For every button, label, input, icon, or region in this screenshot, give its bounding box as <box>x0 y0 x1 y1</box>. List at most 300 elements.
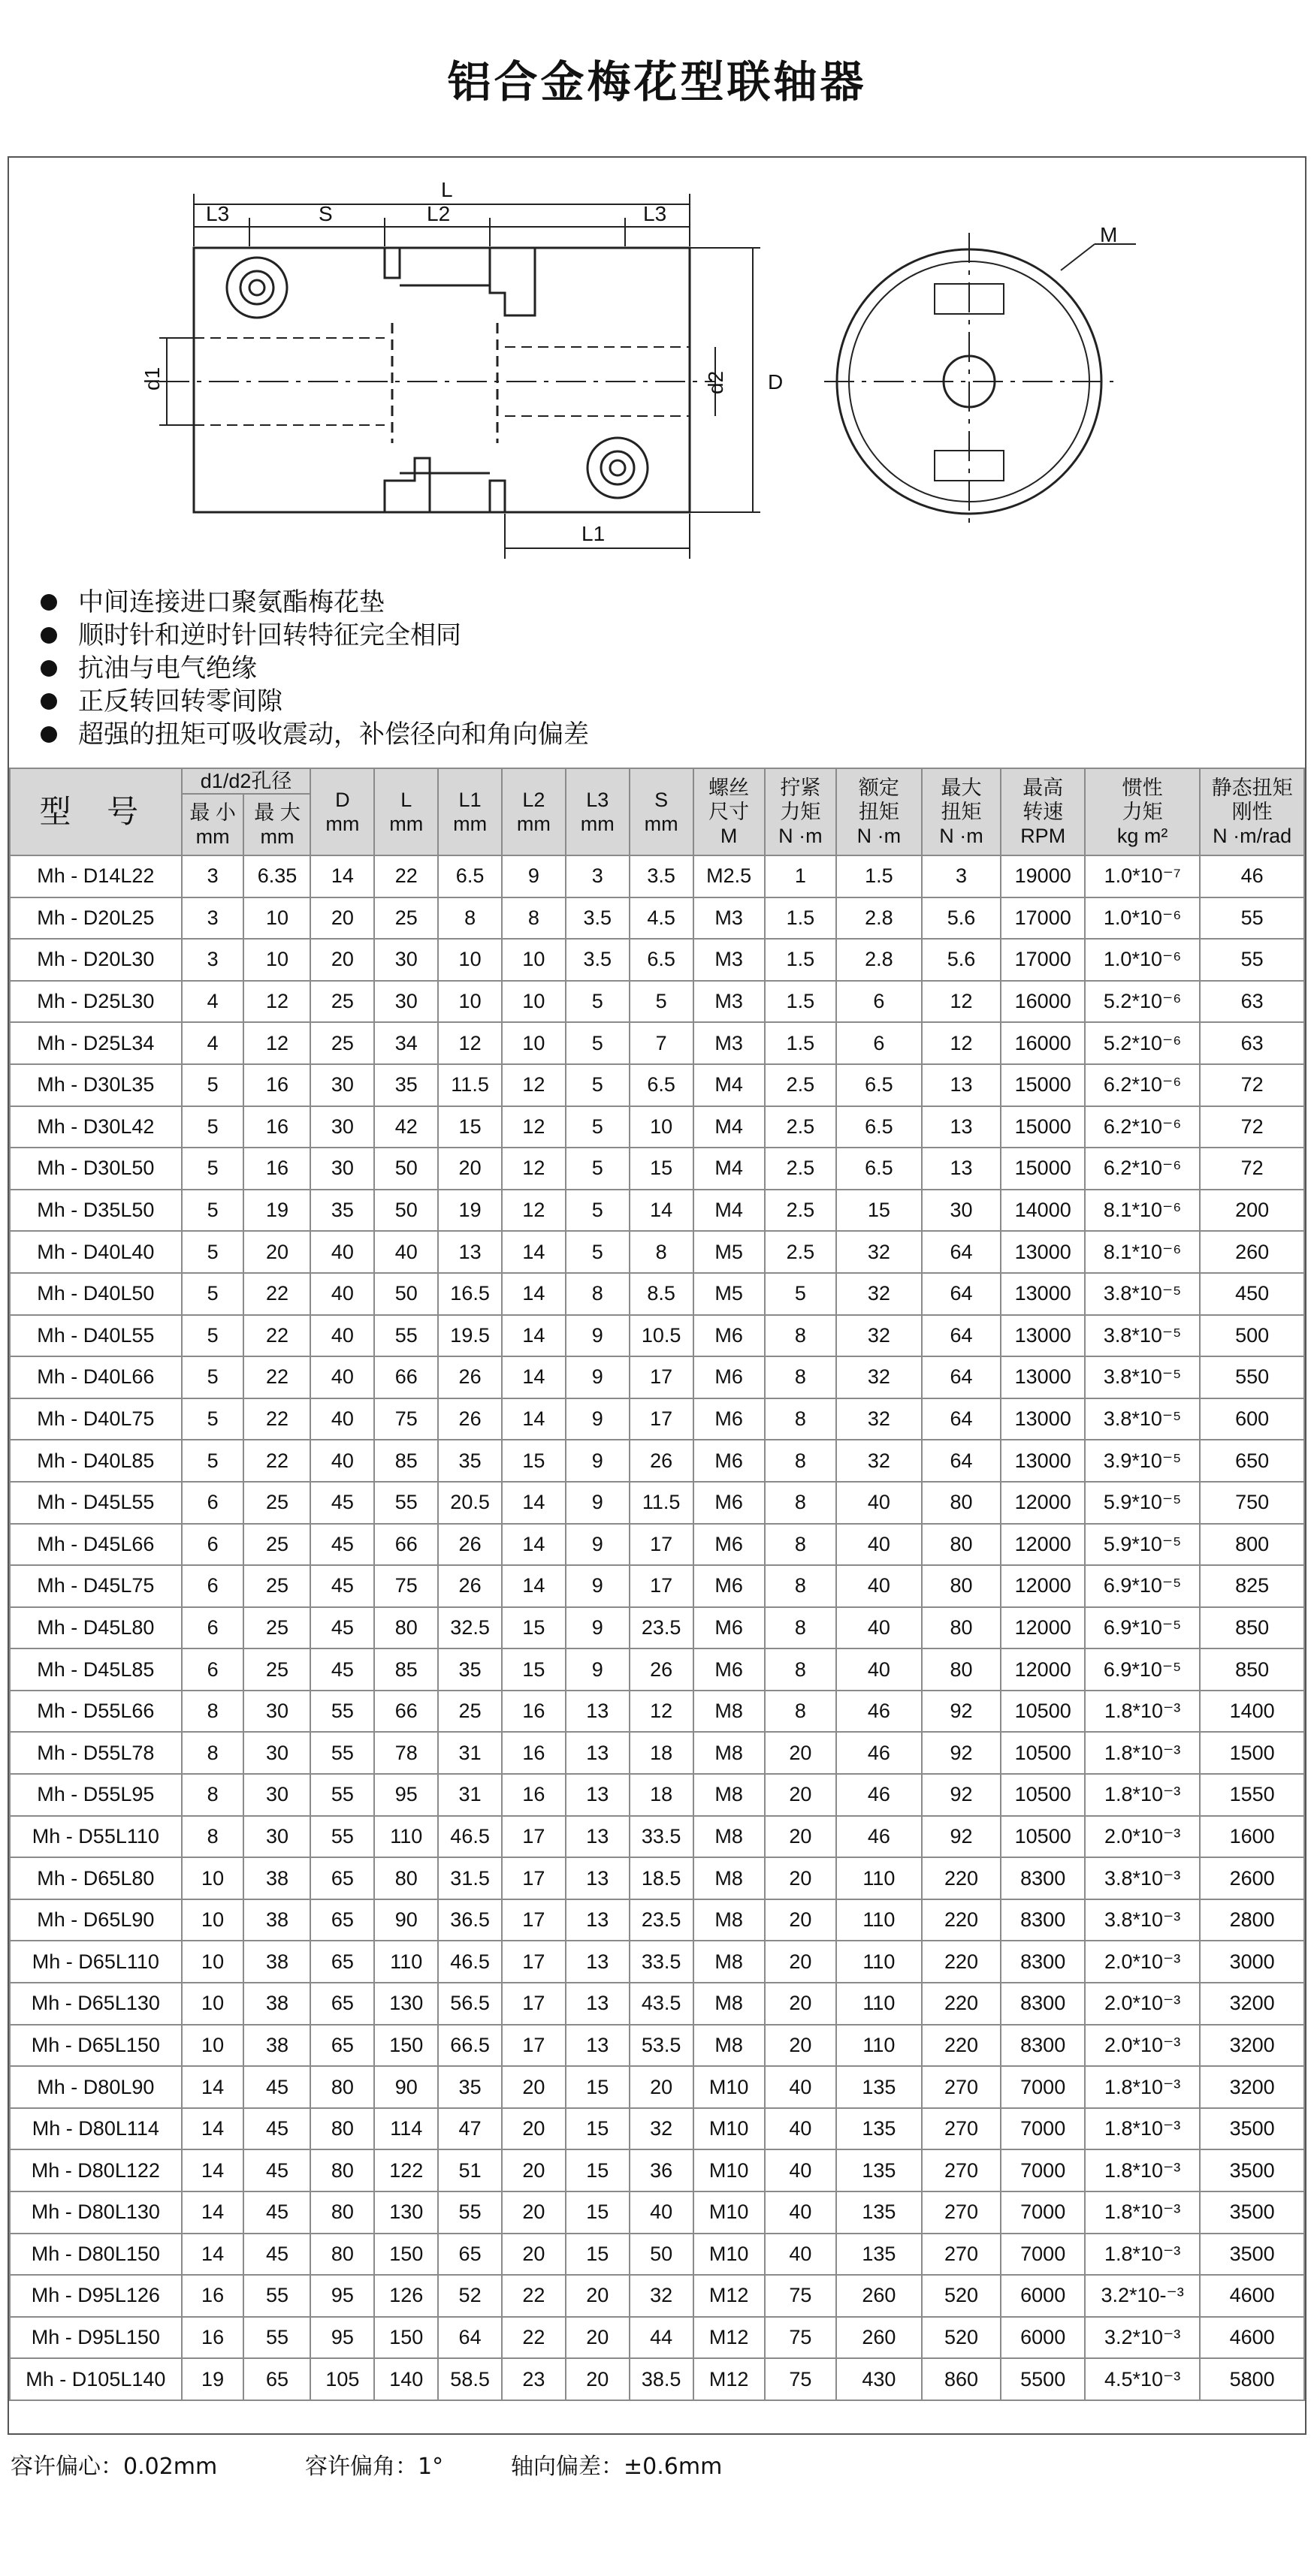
cell-bore-min: 16 <box>182 2317 244 2359</box>
cell-rated-torque: 15 <box>836 1190 922 1232</box>
cell-S: 17 <box>630 1524 693 1566</box>
cell-max-torque: 64 <box>922 1356 1001 1398</box>
cell-L1: 8 <box>438 897 502 940</box>
cell-rated-torque: 110 <box>836 1899 922 1941</box>
cell-bore-max: 45 <box>243 2191 310 2234</box>
cell-L3: 5 <box>566 1190 630 1232</box>
cell-L2: 14 <box>502 1315 566 1357</box>
cell-L: 140 <box>374 2358 438 2400</box>
cell-max-torque: 270 <box>922 2066 1001 2108</box>
cell-max-speed: 7000 <box>1001 2108 1085 2150</box>
cell-inertia: 3.2*10-⁻³ <box>1085 2275 1200 2317</box>
cell-model: Mh - D40L75 <box>10 1398 182 1440</box>
cell-tight-torque: 20 <box>765 1983 836 2025</box>
cell-stiffness: 825 <box>1200 1565 1304 1607</box>
cell-S: 38.5 <box>630 2358 693 2400</box>
cell-L1: 32.5 <box>438 1607 502 1649</box>
cell-screw: M8 <box>693 1941 765 1983</box>
cell-L3: 9 <box>566 1482 630 1524</box>
cell-L3: 20 <box>566 2358 630 2400</box>
cell-rated-torque: 110 <box>836 2025 922 2067</box>
cell-L: 75 <box>374 1565 438 1607</box>
cell-L2: 10 <box>502 981 566 1023</box>
cell-inertia: 6.2*10⁻⁶ <box>1085 1148 1200 1190</box>
cell-max-speed: 13000 <box>1001 1273 1085 1315</box>
header-tight: 拧紧 力矩 N ·m <box>765 768 836 855</box>
cell-D: 80 <box>310 2191 374 2234</box>
cell-stiffness: 600 <box>1200 1398 1304 1440</box>
cell-rated-torque: 46 <box>836 1732 922 1774</box>
cell-tight-torque: 8 <box>765 1607 836 1649</box>
cell-max-speed: 5500 <box>1001 2358 1085 2400</box>
cell-tight-torque: 8 <box>765 1482 836 1524</box>
cell-inertia: 1.0*10⁻⁶ <box>1085 939 1200 981</box>
cell-inertia: 6.2*10⁻⁶ <box>1085 1064 1200 1106</box>
cell-L3: 15 <box>566 2234 630 2276</box>
cell-model: Mh - D55L66 <box>10 1691 182 1733</box>
cell-tight-torque: 1.5 <box>765 1022 836 1064</box>
cell-bore-min: 14 <box>182 2108 244 2150</box>
cell-S: 11.5 <box>630 1482 693 1524</box>
cell-S: 17 <box>630 1356 693 1398</box>
cell-D: 65 <box>310 1983 374 2025</box>
cell-screw: M12 <box>693 2275 765 2317</box>
cell-tight-torque: 8 <box>765 1315 836 1357</box>
cell-rated-torque: 46 <box>836 1691 922 1733</box>
cell-L2: 22 <box>502 2317 566 2359</box>
cell-L1: 26 <box>438 1398 502 1440</box>
cell-bore-min: 4 <box>182 1022 244 1064</box>
cell-L3: 15 <box>566 2066 630 2108</box>
cell-bore-max: 25 <box>243 1565 310 1607</box>
cell-bore-max: 16 <box>243 1148 310 1190</box>
cell-L: 22 <box>374 855 438 897</box>
cell-max-speed: 16000 <box>1001 981 1085 1023</box>
cell-bore-min: 5 <box>182 1356 244 1398</box>
header-L3: L3 mm <box>566 768 630 855</box>
cell-max-speed: 12000 <box>1001 1524 1085 1566</box>
cell-L1: 15 <box>438 1106 502 1148</box>
dim-S-label: S <box>319 202 333 225</box>
cell-L1: 35 <box>438 2066 502 2108</box>
cell-L: 150 <box>374 2317 438 2359</box>
cell-bore-min: 6 <box>182 1648 244 1691</box>
cell-screw: M6 <box>693 1482 765 1524</box>
cell-D: 45 <box>310 1648 374 1691</box>
cell-max-speed: 7000 <box>1001 2066 1085 2108</box>
cell-L2: 8 <box>502 897 566 940</box>
cell-bore-max: 10 <box>243 897 310 940</box>
cell-D: 30 <box>310 1106 374 1148</box>
cell-inertia: 1.0*10⁻⁷ <box>1085 855 1200 897</box>
angular-tolerance: 容许偏角：1° <box>305 2454 444 2480</box>
cell-max-torque: 80 <box>922 1524 1001 1566</box>
cell-L3: 3.5 <box>566 939 630 981</box>
cell-S: 40 <box>630 2191 693 2234</box>
cell-stiffness: 72 <box>1200 1106 1304 1148</box>
header-L1: L1 mm <box>438 768 502 855</box>
cell-L3: 13 <box>566 1732 630 1774</box>
header-bore-min: 最 小 mm <box>182 794 244 855</box>
cell-rated-torque: 32 <box>836 1273 922 1315</box>
cell-stiffness: 750 <box>1200 1482 1304 1524</box>
cell-stiffness: 850 <box>1200 1607 1304 1649</box>
cell-bore-max: 45 <box>243 2066 310 2108</box>
cell-max-torque: 30 <box>922 1190 1001 1232</box>
cell-L: 66 <box>374 1356 438 1398</box>
cell-tight-torque: 8 <box>765 1648 836 1691</box>
cell-L: 85 <box>374 1440 438 1482</box>
cell-stiffness: 3500 <box>1200 2234 1304 2276</box>
feature-item: 抗油与电气绝缘 <box>41 652 1243 685</box>
dim-M-label: M <box>1100 223 1118 246</box>
cell-L2: 17 <box>502 1941 566 1983</box>
cell-D: 40 <box>310 1356 374 1398</box>
cell-S: 18 <box>630 1774 693 1816</box>
cell-L: 42 <box>374 1106 438 1148</box>
cell-L2: 12 <box>502 1148 566 1190</box>
cell-L1: 55 <box>438 2191 502 2234</box>
cell-model: Mh - D25L34 <box>10 1022 182 1064</box>
cell-bore-min: 5 <box>182 1190 244 1232</box>
cell-L3: 9 <box>566 1607 630 1649</box>
cell-max-torque: 520 <box>922 2275 1001 2317</box>
cell-L2: 15 <box>502 1648 566 1691</box>
cell-L1: 65 <box>438 2234 502 2276</box>
screw-left <box>227 258 287 318</box>
cell-L2: 17 <box>502 1816 566 1858</box>
cell-screw: M6 <box>693 1565 765 1607</box>
cell-L2: 20 <box>502 2108 566 2150</box>
cell-screw: M10 <box>693 2191 765 2234</box>
cell-max-torque: 220 <box>922 2025 1001 2067</box>
dim-L2-label: L2 <box>427 202 451 225</box>
cell-max-torque: 270 <box>922 2108 1001 2150</box>
cell-S: 20 <box>630 2066 693 2108</box>
cell-L2: 15 <box>502 1607 566 1649</box>
cell-max-torque: 12 <box>922 1022 1001 1064</box>
cell-rated-torque: 32 <box>836 1356 922 1398</box>
screw-right <box>588 438 648 498</box>
cell-screw: M10 <box>693 2066 765 2108</box>
cell-screw: M3 <box>693 1022 765 1064</box>
cell-model: Mh - D65L80 <box>10 1857 182 1899</box>
cell-bore-max: 22 <box>243 1398 310 1440</box>
dim-L-label: L <box>441 178 453 201</box>
cell-bore-max: 38 <box>243 1857 310 1899</box>
cell-tight-torque: 2.5 <box>765 1064 836 1106</box>
cell-inertia: 3.8*10⁻⁵ <box>1085 1356 1200 1398</box>
cell-stiffness: 200 <box>1200 1190 1304 1232</box>
cell-max-speed: 14000 <box>1001 1190 1085 1232</box>
cell-L2: 17 <box>502 1983 566 2025</box>
cell-stiffness: 450 <box>1200 1273 1304 1315</box>
cell-inertia: 5.2*10⁻⁶ <box>1085 981 1200 1023</box>
cell-stiffness: 2800 <box>1200 1899 1304 1941</box>
cell-model: Mh - D80L150 <box>10 2234 182 2276</box>
cell-max-torque: 270 <box>922 2234 1001 2276</box>
cell-bore-min: 5 <box>182 1440 244 1482</box>
cell-max-torque: 5.6 <box>922 939 1001 981</box>
cell-inertia: 5.9*10⁻⁵ <box>1085 1482 1200 1524</box>
cell-S: 26 <box>630 1648 693 1691</box>
cell-model: Mh - D45L66 <box>10 1524 182 1566</box>
cell-tight-torque: 40 <box>765 2234 836 2276</box>
cell-stiffness: 3500 <box>1200 2149 1304 2191</box>
cell-stiffness: 55 <box>1200 939 1304 981</box>
cell-L3: 8 <box>566 1273 630 1315</box>
cell-L3: 13 <box>566 1774 630 1816</box>
table-row <box>10 2149 1304 2191</box>
cell-bore-min: 8 <box>182 1691 244 1733</box>
cell-model: Mh - D55L110 <box>10 1816 182 1858</box>
cell-bore-max: 10 <box>243 939 310 981</box>
cell-tight-torque: 20 <box>765 2025 836 2067</box>
cell-screw: M4 <box>693 1064 765 1106</box>
cell-bore-max: 30 <box>243 1774 310 1816</box>
cell-L: 95 <box>374 1774 438 1816</box>
cell-D: 14 <box>310 855 374 897</box>
table-row <box>10 2234 1304 2276</box>
cell-max-speed: 12000 <box>1001 1607 1085 1649</box>
cell-inertia: 5.2*10⁻⁶ <box>1085 1022 1200 1064</box>
table-row <box>10 1440 1304 1482</box>
cell-max-torque: 80 <box>922 1565 1001 1607</box>
cell-stiffness: 5800 <box>1200 2358 1304 2400</box>
feature-item: 正反转回转零间隙 <box>41 685 1243 718</box>
cell-max-torque: 64 <box>922 1231 1001 1273</box>
cell-bore-max: 25 <box>243 1524 310 1566</box>
cell-S: 10 <box>630 1106 693 1148</box>
cell-max-speed: 6000 <box>1001 2317 1085 2359</box>
cell-L3: 3.5 <box>566 897 630 940</box>
cell-screw: M3 <box>693 939 765 981</box>
cell-rated-torque: 135 <box>836 2234 922 2276</box>
cell-L: 50 <box>374 1190 438 1232</box>
table-row <box>10 855 1304 897</box>
table-row <box>10 1064 1304 1106</box>
cell-D: 65 <box>310 1899 374 1941</box>
cell-L: 85 <box>374 1648 438 1691</box>
cell-model: Mh - D14L22 <box>10 855 182 897</box>
cell-D: 20 <box>310 897 374 940</box>
bullet-icon <box>41 660 57 677</box>
cell-inertia: 2.0*10⁻³ <box>1085 1983 1200 2025</box>
cell-L3: 20 <box>566 2275 630 2317</box>
cell-L1: 66.5 <box>438 2025 502 2067</box>
cell-tight-torque: 20 <box>765 1899 836 1941</box>
cell-max-speed: 17000 <box>1001 939 1085 981</box>
cell-L: 130 <box>374 1983 438 2025</box>
cell-bore-max: 45 <box>243 2149 310 2191</box>
cell-tight-torque: 20 <box>765 1774 836 1816</box>
cell-stiffness: 260 <box>1200 1231 1304 1273</box>
cell-L2: 17 <box>502 2025 566 2067</box>
cell-model: Mh - D40L85 <box>10 1440 182 1482</box>
cell-D: 45 <box>310 1565 374 1607</box>
cell-tight-torque: 1.5 <box>765 897 836 940</box>
header-rated: 额定 扭矩 N ·m <box>836 768 922 855</box>
cell-L1: 10 <box>438 981 502 1023</box>
cell-inertia: 1.8*10⁻³ <box>1085 2234 1200 2276</box>
cell-tight-torque: 2.5 <box>765 1190 836 1232</box>
table-row <box>10 1648 1304 1691</box>
cell-S: 32 <box>630 2275 693 2317</box>
technical-drawing <box>9 158 1305 586</box>
cell-D: 65 <box>310 2025 374 2067</box>
cell-tight-torque: 1.5 <box>765 939 836 981</box>
cell-tight-torque: 75 <box>765 2317 836 2359</box>
cell-L1: 11.5 <box>438 1064 502 1106</box>
cell-bore-max: 38 <box>243 2025 310 2067</box>
cell-model: Mh - D80L114 <box>10 2108 182 2150</box>
cell-bore-max: 65 <box>243 2358 310 2400</box>
table-row <box>10 1398 1304 1440</box>
cell-screw: M8 <box>693 2025 765 2067</box>
cell-D: 65 <box>310 1857 374 1899</box>
table-row <box>10 1691 1304 1733</box>
cell-D: 105 <box>310 2358 374 2400</box>
cell-inertia: 1.8*10⁻³ <box>1085 1774 1200 1816</box>
cell-rated-torque: 40 <box>836 1524 922 1566</box>
cell-screw: M6 <box>693 1398 765 1440</box>
cell-max-speed: 8300 <box>1001 2025 1085 2067</box>
cell-bore-min: 5 <box>182 1148 244 1190</box>
cell-max-speed: 19000 <box>1001 855 1085 897</box>
spec-table <box>9 768 1305 2401</box>
cell-L1: 26 <box>438 1356 502 1398</box>
cell-bore-max: 19 <box>243 1190 310 1232</box>
table-row <box>10 897 1304 940</box>
cell-model: Mh - D20L25 <box>10 897 182 940</box>
cell-stiffness: 1500 <box>1200 1732 1304 1774</box>
cell-model: Mh - D30L42 <box>10 1106 182 1148</box>
cell-screw: M8 <box>693 1732 765 1774</box>
cell-max-speed: 10500 <box>1001 1691 1085 1733</box>
cell-S: 26 <box>630 1440 693 1482</box>
cell-L2: 14 <box>502 1231 566 1273</box>
cell-L: 78 <box>374 1732 438 1774</box>
cell-L2: 14 <box>502 1273 566 1315</box>
cell-L3: 15 <box>566 2149 630 2191</box>
cell-L3: 9 <box>566 1440 630 1482</box>
cell-inertia: 1.8*10⁻³ <box>1085 1691 1200 1733</box>
cell-L3: 5 <box>566 1148 630 1190</box>
cell-inertia: 3.8*10⁻⁵ <box>1085 1315 1200 1357</box>
cell-S: 3.5 <box>630 855 693 897</box>
cell-bore-min: 3 <box>182 855 244 897</box>
cell-tight-torque: 8 <box>765 1691 836 1733</box>
cell-model: Mh - D55L78 <box>10 1732 182 1774</box>
cell-bore-max: 55 <box>243 2317 310 2359</box>
cell-max-speed: 8300 <box>1001 1941 1085 1983</box>
cell-rated-torque: 135 <box>836 2149 922 2191</box>
bullet-icon <box>41 693 57 710</box>
cell-L: 25 <box>374 897 438 940</box>
cell-L1: 20 <box>438 1148 502 1190</box>
cell-S: 17 <box>630 1565 693 1607</box>
cell-L3: 9 <box>566 1524 630 1566</box>
cell-bore-min: 14 <box>182 2066 244 2108</box>
cell-L3: 13 <box>566 1983 630 2025</box>
cell-rated-torque: 32 <box>836 1398 922 1440</box>
cell-bore-min: 10 <box>182 1941 244 1983</box>
cell-rated-torque: 135 <box>836 2066 922 2108</box>
cell-model: Mh - D30L50 <box>10 1148 182 1190</box>
header-bore: d1/d2孔径 <box>182 768 311 794</box>
cell-L: 126 <box>374 2275 438 2317</box>
cell-L2: 17 <box>502 1899 566 1941</box>
cell-screw: M8 <box>693 1691 765 1733</box>
cell-tight-torque: 40 <box>765 2149 836 2191</box>
cell-screw: M12 <box>693 2317 765 2359</box>
cell-S: 17 <box>630 1398 693 1440</box>
cell-bore-max: 25 <box>243 1607 310 1649</box>
cell-D: 45 <box>310 1524 374 1566</box>
cell-S: 5 <box>630 981 693 1023</box>
cell-L3: 15 <box>566 2108 630 2150</box>
cell-L: 55 <box>374 1482 438 1524</box>
cell-max-speed: 15000 <box>1001 1148 1085 1190</box>
feature-list <box>41 586 1243 751</box>
cell-L2: 10 <box>502 939 566 981</box>
cell-bore-max: 6.35 <box>243 855 310 897</box>
cell-L3: 9 <box>566 1565 630 1607</box>
cell-S: 4.5 <box>630 897 693 940</box>
table-row <box>10 1857 1304 1899</box>
cell-S: 32 <box>630 2108 693 2150</box>
cell-bore-max: 45 <box>243 2234 310 2276</box>
cell-L2: 20 <box>502 2234 566 2276</box>
cell-inertia: 1.8*10⁻³ <box>1085 2191 1200 2234</box>
cell-L3: 9 <box>566 1356 630 1398</box>
cell-L1: 26 <box>438 1524 502 1566</box>
cell-D: 20 <box>310 939 374 981</box>
cell-bore-max: 38 <box>243 1941 310 1983</box>
cell-L3: 13 <box>566 1857 630 1899</box>
cell-screw: M4 <box>693 1148 765 1190</box>
cell-max-torque: 270 <box>922 2191 1001 2234</box>
cell-D: 45 <box>310 1482 374 1524</box>
cell-tight-torque: 1.5 <box>765 981 836 1023</box>
cell-screw: M3 <box>693 897 765 940</box>
cell-L3: 3 <box>566 855 630 897</box>
cell-L2: 10 <box>502 1022 566 1064</box>
cell-bore-max: 16 <box>243 1064 310 1106</box>
cell-bore-min: 5 <box>182 1064 244 1106</box>
cell-L1: 31.5 <box>438 1857 502 1899</box>
cell-max-torque: 92 <box>922 1691 1001 1733</box>
cell-rated-torque: 110 <box>836 1983 922 2025</box>
cell-max-torque: 13 <box>922 1148 1001 1190</box>
cell-D: 40 <box>310 1231 374 1273</box>
cell-inertia: 2.0*10⁻³ <box>1085 2025 1200 2067</box>
cell-bore-min: 6 <box>182 1565 244 1607</box>
cell-bore-min: 4 <box>182 981 244 1023</box>
cell-max-speed: 13000 <box>1001 1356 1085 1398</box>
cell-L2: 9 <box>502 855 566 897</box>
cell-model: Mh - D105L140 <box>10 2358 182 2400</box>
header-model: 型 号 <box>10 768 182 855</box>
cell-tight-torque: 1 <box>765 855 836 897</box>
cell-L: 130 <box>374 2191 438 2234</box>
cell-bore-max: 30 <box>243 1816 310 1858</box>
dim-D-label: D <box>768 370 784 394</box>
cell-L: 122 <box>374 2149 438 2191</box>
cell-L2: 14 <box>502 1398 566 1440</box>
cell-model: Mh - D65L150 <box>10 2025 182 2067</box>
cell-L: 66 <box>374 1524 438 1566</box>
